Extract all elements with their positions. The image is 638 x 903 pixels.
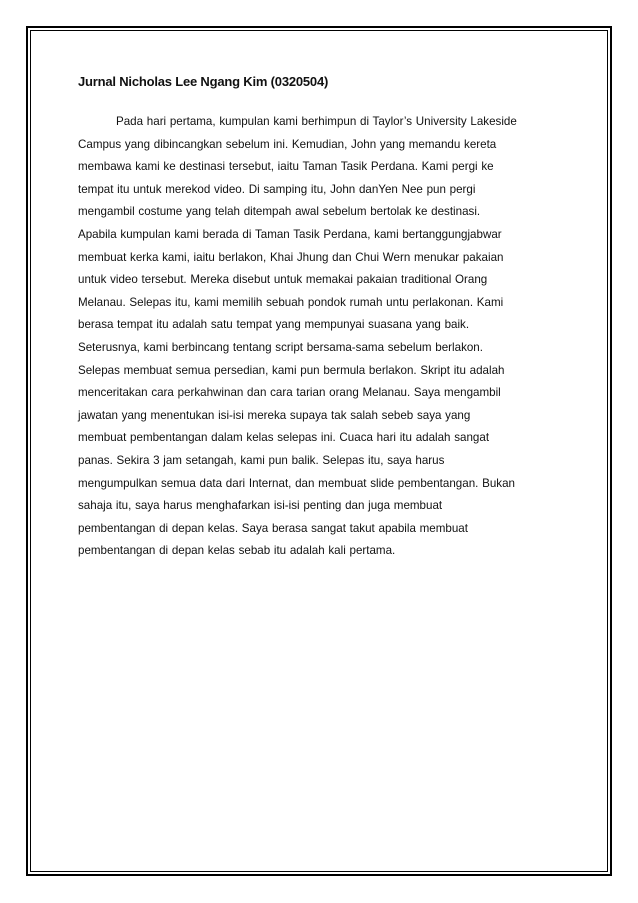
body-line: Selepas membuat semua persedian, kami pun bermula berlakon. Skript itu adalah bbox=[78, 363, 505, 377]
body-line: Campus yang dibincangkan sebelum ini. Kemudian, John yang memandu kereta bbox=[78, 137, 497, 151]
body-line: Melanau. Selepas itu, kami memilih sebuah pondok rumah untu perlakonan. Kami bbox=[78, 295, 504, 309]
body-line: panas. Sekira 3 jam setangah, kami pun balik. Selepas itu, saya harus bbox=[78, 453, 445, 467]
body-line: berasa tempat itu adalah satu tempat yang mempunyai suasana yang baik. bbox=[78, 318, 470, 332]
body-line: untuk video tersebut. Mereka disebut untuk memakai pakaian traditional Orang bbox=[78, 273, 488, 287]
document-content bbox=[78, 74, 568, 563]
body-line: membawa kami ke destinasi tersebut, iaitu Taman Tasik Perdana. Kami pergi ke bbox=[78, 160, 494, 174]
body-line: mengambil costume yang telah ditempah awal sebelum bertolak ke destinasi. bbox=[78, 205, 481, 219]
body-line: menceritakan cara perkahwinan dan cara tarian orang Melanau. Saya mengambil bbox=[78, 386, 501, 400]
body-line: mengumpulkan semua data dari Internat, dan membuat slide pembentangan. Bukan bbox=[78, 476, 515, 490]
body-line: membuat pembentangan dalam kelas selepas ini. Cuaca hari itu adalah sangat bbox=[78, 431, 490, 445]
document-body bbox=[78, 111, 568, 563]
body-line: pembentangan di depan kelas sebab itu adalah kali pertama. bbox=[78, 544, 396, 558]
body-line: pembentangan di depan kelas. Saya berasa sangat takut apabila membuat bbox=[78, 521, 468, 535]
body-line: Apabila kumpulan kami berada di Taman Tasik Perdana, kami bertanggungjabwar bbox=[78, 227, 502, 241]
document-title: Jurnal Nicholas Lee Ngang Kim (0320504) bbox=[78, 74, 329, 89]
body-line: Seterusnya, kami berbincang tentang script bersama-sama sebelum berlakon. bbox=[78, 340, 483, 354]
body-line: membuat kerka kami, iaitu berlakon, Khai Jhung dan Chui Wern menukar pakaian bbox=[78, 250, 504, 264]
body-line: sahaja itu, saya harus menghafarkan isi-isi penting dan juga membuat bbox=[78, 499, 443, 513]
body-line: jawatan yang menentukan isi-isi mereka supaya tak salah sebeb saya yang bbox=[78, 408, 471, 422]
body-line: tempat itu untuk merekod video. Di samping itu, John danYen Nee pun pergi bbox=[78, 182, 476, 196]
body-line: Pada hari pertama, kumpulan kami berhimpun di Taylor’s University Lakeside bbox=[116, 115, 517, 128]
